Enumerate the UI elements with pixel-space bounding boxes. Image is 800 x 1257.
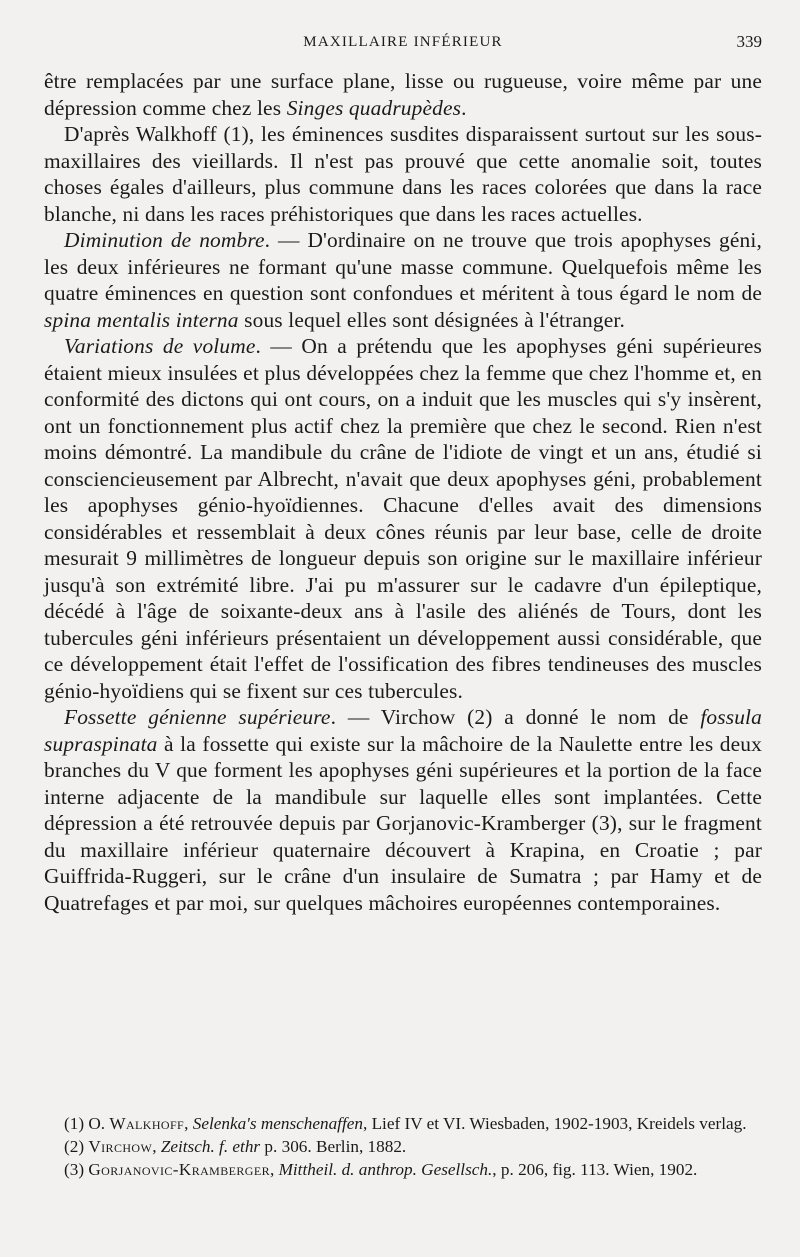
italic-term: fossula supraspinata bbox=[44, 705, 762, 756]
italic-term: spina mentalis interna bbox=[44, 307, 239, 332]
footnote-title: Selenka's menschenaffen bbox=[192, 1114, 363, 1133]
section-heading-italic: Fossette génienne supérieure bbox=[64, 705, 331, 729]
footnote-title: Zeitsch. f. ethr bbox=[160, 1137, 261, 1156]
footnote-1 bbox=[44, 1112, 762, 1135]
text-run: , bbox=[152, 1137, 161, 1156]
text-run: à la fossette qui existe sur la mâchoire de la Naulette entre les deux branches du V que forment les apophyses géni supérieures et la portion de la face interne adjacente de la mandibule sur laquelle elles sont implantées. Cette dépression a été retrouvée depuis par Gorjanovic-Kramberger (3), sur le fragment du maxillaire inférieur quaternaire découvert à Krapina, en Croatie ; par Guiffrida-Ruggeri, sur le crâne d'un insulaire de Sumatra ; par Hamy et de Quatrefages et par moi, sur quelques mâchoires européennes contemporaines. bbox=[44, 731, 762, 915]
paragraph-fossette bbox=[44, 704, 762, 916]
text-run: . — Virchow (2) a donné le nom de bbox=[330, 705, 701, 729]
footnotes bbox=[44, 1112, 762, 1181]
footnote-marker: (3) bbox=[64, 1160, 89, 1179]
running-title: MAXILLAIRE INFÉRIEUR bbox=[303, 34, 503, 50]
text-run: être remplacées par une surface plane, lisse ou rugueuse, voire même par une dépression comme chez les bbox=[44, 69, 762, 120]
page-number: 339 bbox=[736, 32, 762, 51]
text-run: . — On a prétendu que les apophyses géni supérieures étaient mieux insulées et plus développées chez la femme que chez l'homme et, en conformité des dictons qui ont cours, on a induit que les muscles qui s'y insèrent, ont un fonctionnement plus actif chez la première que chez le second. Rien n'est moins démontré. La mandibule du crâne de l'idiote de vingt et un ans, étudié si consciencieusement par Albrecht, n'avait que deux apophyses géni, probablement les apophyses génio-hyoïdiennes. Chacune d'elles avait des dimensions considérables et ressemblait à deux cônes réunis par leur base, celle de droite mesurait 9 millimètres de longueur depuis son origine sur le maxillaire inférieur jusqu'à son extrémité libre. J'ai pu m'assurer sur le cadavre d'un épileptique, décédé à l'âge de soixante-deux ans à l'asile des aliénés de Tours, dont les tubercules géni inférieurs présentaient un développement aussi considérable, que ce développement était l'effet de l'ossification des fibres tendineuses des muscles génio-hyoïdiens qui se fixent sur ces tubercules. bbox=[44, 334, 763, 703]
text-run: D'après Walkhoff (1), les éminences susdites disparaissent surtout sur les sous-maxillaires des vieillards. Il n'est pas prouvé que cette anomalie soit, toutes choses égales d'ailleurs, plus commune dans les races colorées que dans la race blanche, ni dans les races préhistoriques que dans les races actuelles. bbox=[44, 122, 762, 226]
paragraph-diminution bbox=[44, 227, 762, 333]
footnote-title: Mittheil. d. anthrop. Gesellsch. bbox=[278, 1160, 493, 1179]
text-run: , bbox=[184, 1114, 193, 1133]
paragraph-walkhoff bbox=[44, 121, 762, 227]
text-run: , p. 206, fig. 113. Wien, 1902. bbox=[492, 1160, 698, 1179]
footnote-3 bbox=[44, 1158, 762, 1181]
paragraph-variations bbox=[44, 333, 762, 704]
footnote-marker: (2) bbox=[64, 1137, 89, 1156]
footnote-author: Walkhoff bbox=[109, 1114, 185, 1133]
footnote-2 bbox=[44, 1135, 762, 1158]
footnote-marker: (1) O. bbox=[64, 1114, 110, 1133]
italic-term: Singes quadrupèdes bbox=[286, 95, 462, 120]
text-run: . bbox=[461, 95, 467, 120]
text-run: . — D'ordinaire on ne trouve que trois apophyses géni, les deux inférieures ne formant qu'une masse commune. Quelquefois même les quatre éminences en question sont confondues et méritent à tous égard le nom de bbox=[44, 228, 762, 305]
text-run: sous lequel elles sont désignées à l'étranger. bbox=[238, 307, 625, 332]
page-header bbox=[44, 32, 762, 56]
paragraph-continuation bbox=[44, 68, 762, 121]
section-heading-italic: Variations de volume bbox=[64, 334, 256, 358]
footnote-author: Virchow bbox=[88, 1137, 153, 1156]
text-run: p. 306. Berlin, 1882. bbox=[260, 1137, 407, 1156]
body-text bbox=[44, 68, 762, 916]
text-run: , Lief IV et VI. Wiesbaden, 1902-1903, Kreidels verlag. bbox=[362, 1114, 747, 1133]
section-heading-italic: Diminution de nombre bbox=[64, 228, 265, 252]
text-run: , bbox=[269, 1160, 279, 1179]
footnote-author: Gorjanovic-Kramberger bbox=[88, 1160, 270, 1179]
